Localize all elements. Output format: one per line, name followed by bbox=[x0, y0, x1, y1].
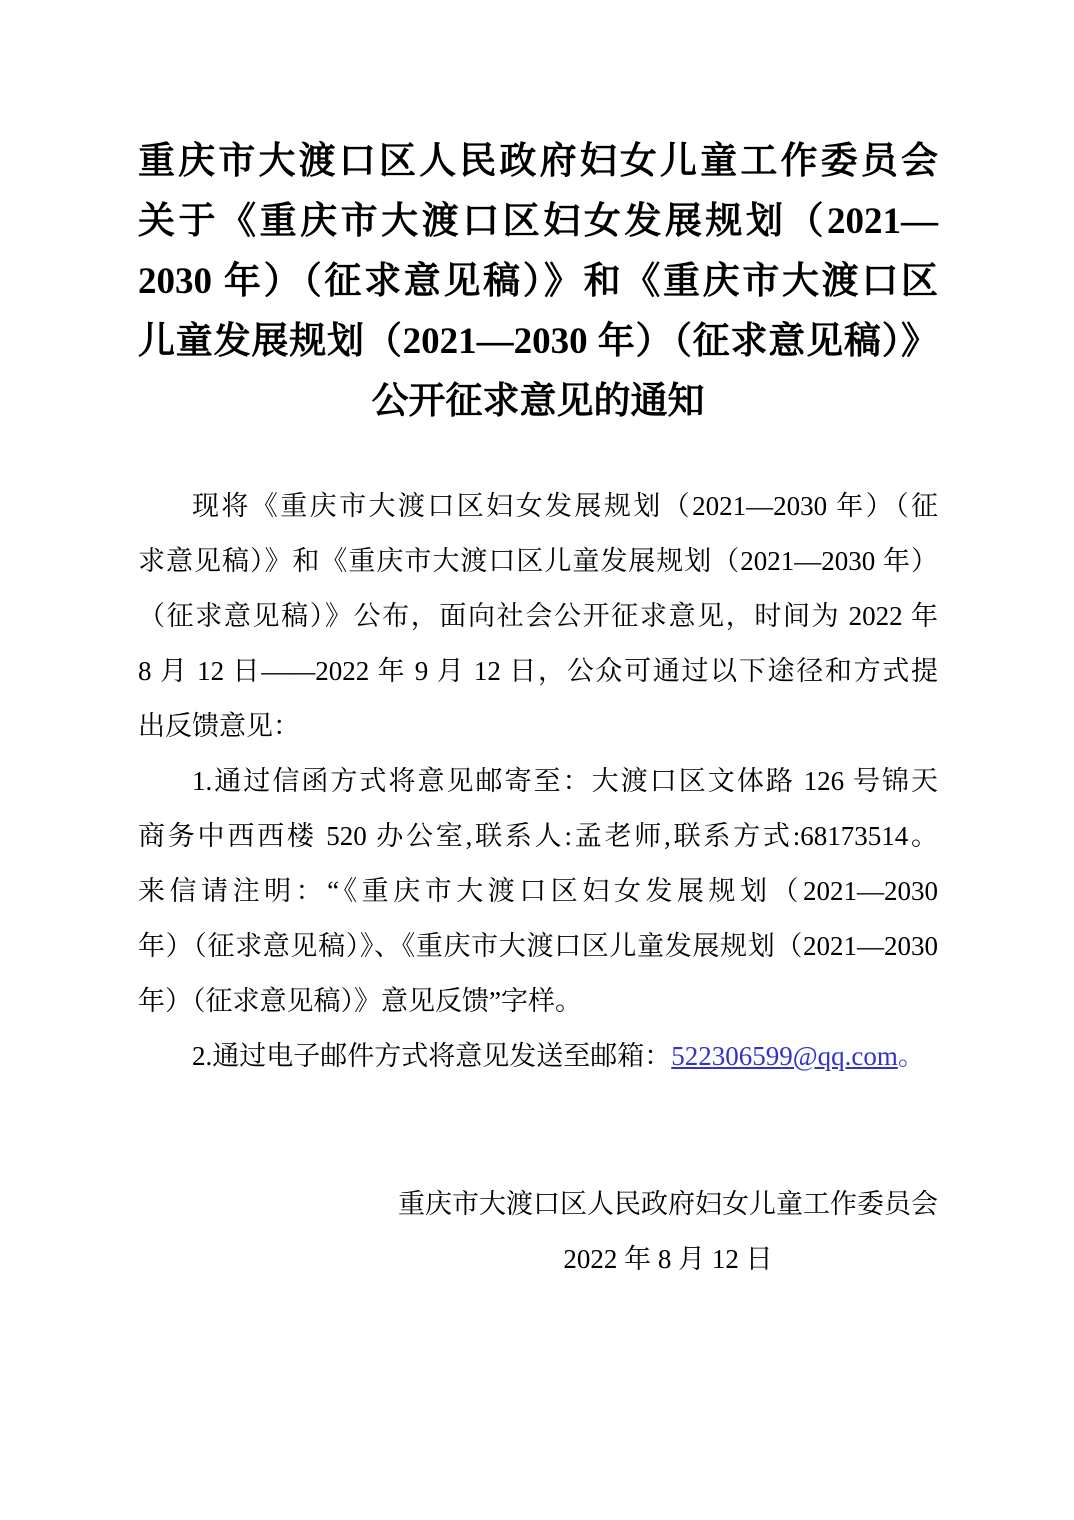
title-line: 公开征求意见的通知 bbox=[371, 381, 705, 422]
title-line: 重庆市大渡口区人民政府妇女儿童工作委员会 bbox=[138, 141, 938, 182]
body-line: 1.通过信函方式将意见邮寄至：大渡口区文体路 126 号锦天 bbox=[192, 766, 938, 796]
signature-inner bbox=[398, 1177, 938, 1287]
paragraph-email-channel bbox=[138, 1029, 938, 1084]
paragraph-mail-channel bbox=[138, 754, 938, 1029]
body-line: 求意见稿）》和《重庆市大渡口区儿童发展规划（2021—2030 年） bbox=[138, 546, 938, 576]
email-line-suffix: 。 bbox=[897, 1041, 925, 1071]
signature-org: 重庆市大渡口区人民政府妇女儿童工作委员会 bbox=[398, 1189, 938, 1219]
paragraph-intro bbox=[138, 479, 938, 754]
body-line: 出反馈意见： bbox=[138, 711, 300, 741]
body-line: 年）（征求意见稿）》、《重庆市大渡口区儿童发展规划（2021—2030 bbox=[138, 931, 938, 961]
title-line: 儿童发展规划（2021—2030 年）（征求意见稿）》 bbox=[138, 321, 938, 362]
email-line-prefix: 2.通过电子邮件方式将意见发送至邮箱： bbox=[192, 1041, 672, 1071]
body-line: 商务中西西楼 520 办公室,联系人:孟老师,联系方式:68173514。 bbox=[138, 821, 938, 851]
signature-block bbox=[138, 1177, 938, 1287]
signature-date: 2022 年 8 月 12 日 bbox=[563, 1244, 773, 1274]
body-line: 来信请注明：“《重庆市大渡口区妇女发展规划（2021—2030 bbox=[138, 876, 938, 906]
body-line: 年）（征求意见稿）》意见反馈”字样。 bbox=[138, 986, 582, 1016]
email-link[interactable]: 522306599@qq.com bbox=[671, 1041, 898, 1071]
notice-body bbox=[138, 479, 938, 1084]
body-line bbox=[138, 1029, 938, 1084]
title-line: 关于《重庆市大渡口区妇女发展规划（2021— bbox=[138, 201, 938, 242]
body-line: 8 月 12 日——2022 年 9 月 12 日，公众可通过以下途径和方式提 bbox=[138, 656, 938, 686]
page-title bbox=[138, 132, 938, 432]
title-line: 2030 年）（征求意见稿）》和《重庆市大渡口区 bbox=[138, 261, 938, 302]
body-line: 现将《重庆市大渡口区妇女发展规划（2021—2030 年）（征 bbox=[192, 491, 938, 521]
body-line: （征求意见稿）》公布，面向社会公开征求意见，时间为 2022 年 bbox=[138, 601, 938, 631]
